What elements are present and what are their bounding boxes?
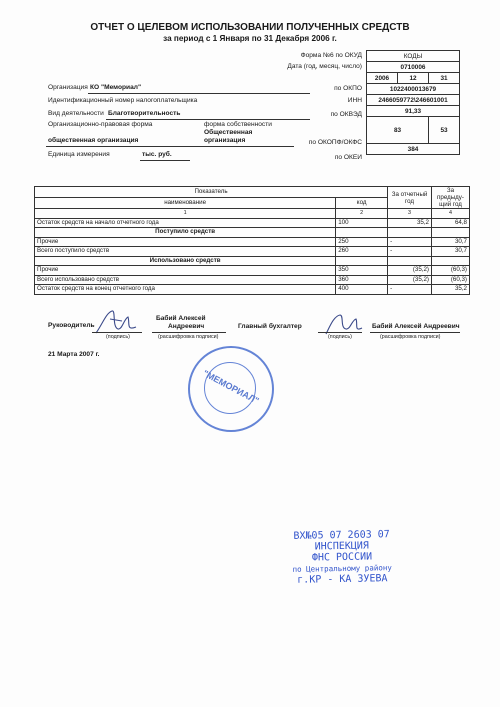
okopf-label: по ОКОПФ/ОКФС	[308, 139, 362, 146]
okei-code: 384	[367, 144, 460, 155]
activity-underline	[106, 119, 310, 120]
inn-row-label: Идентификационный номер налогоплательщика	[48, 97, 198, 104]
codes-box	[366, 50, 460, 155]
accountant-name-caption: (расшифровка подписи)	[380, 334, 441, 340]
inn-label: ИНН	[347, 97, 362, 104]
report-date: 21 Марта 2007 г.	[48, 351, 100, 358]
ownership-value-1: Общественная	[204, 129, 253, 136]
funds-table	[34, 186, 470, 295]
row-name: Остаток средств на конец отчетного года	[35, 285, 336, 295]
stamp-line: г.КР - КА ЗУЕВА	[297, 573, 388, 586]
accountant-sign-caption: (подпись)	[328, 334, 352, 340]
stamp-line: по Центральному району	[292, 563, 392, 574]
row-current: -	[388, 247, 432, 257]
col-num-3: 3	[388, 209, 432, 219]
row-code: 260	[336, 247, 388, 257]
head-name-line	[152, 332, 226, 333]
indicator-header: Показатель	[35, 187, 388, 198]
row-code: 250	[336, 237, 388, 247]
unit-underline	[140, 160, 190, 161]
row-code: 100	[336, 218, 388, 228]
row-name: Всего использовано средств	[35, 275, 336, 285]
accountant-name: Бабий Алексей Андреевич	[372, 323, 460, 330]
okud-label: Форма №6 по ОКУД	[300, 52, 362, 59]
head-sign-caption: (подпись)	[106, 334, 130, 340]
col-num-4: 4	[432, 209, 470, 219]
table-section-row	[35, 256, 470, 266]
date-day: 31	[429, 73, 460, 84]
row-previous: (60,3)	[432, 275, 470, 285]
table-row	[35, 247, 470, 257]
name-header: наименование	[35, 198, 336, 209]
row-current: (35,2)	[388, 266, 432, 276]
row-name: Прочие	[35, 237, 336, 247]
row-previous: 30,7	[432, 237, 470, 247]
legal-form-label: Организационно-правовая форма	[48, 121, 153, 128]
row-name: Всего поступило средств	[35, 247, 336, 257]
row-current: 35,2	[388, 218, 432, 228]
col-num-1: 1	[35, 209, 336, 219]
inn-code: 2466059772\246601001	[367, 95, 460, 106]
tax-inspection-stamp	[282, 529, 403, 586]
table-row	[35, 266, 470, 276]
ownership-label: форма собственности	[204, 121, 272, 128]
head-name-caption: (расшифровка подписи)	[158, 334, 219, 340]
round-stamp-icon: "МЕМОРИАЛ"	[188, 346, 274, 432]
okopf-code: 83	[367, 117, 429, 144]
codes-header: КОДЫ	[367, 51, 460, 62]
row-previous: (60,3)	[432, 266, 470, 276]
head-label: Руководитель	[48, 322, 95, 329]
row-code: 360	[336, 275, 388, 285]
row-previous: 64,8	[432, 218, 470, 228]
stamp-line: ВХ№05 07 2603 07	[293, 529, 390, 542]
row-previous: 35,2	[432, 285, 470, 295]
head-name-1: Бабий Алексей	[156, 315, 206, 322]
activity-label: Вид деятельности	[48, 110, 104, 117]
col-num-2: 2	[336, 209, 388, 219]
okved-label: по ОКВЭД	[330, 111, 362, 118]
org-underline	[88, 93, 310, 94]
row-code: 400	[336, 285, 388, 295]
report-period: за период с 1 Января по 31 Декабря 2006 г.	[163, 34, 337, 43]
date-label: Дата (год, месяц, число)	[287, 63, 362, 70]
okpo-code: 1022400013679	[367, 84, 460, 95]
unit-label: Единица измерения	[48, 151, 110, 158]
section-received: Поступило средств	[35, 228, 336, 238]
legal-form-value: общественная организация	[48, 137, 139, 144]
row-previous: 30,7	[432, 247, 470, 257]
org-value: КО "Мемориал"	[90, 84, 142, 91]
okfs-code: 53	[429, 117, 460, 144]
ownership-value-2: организация	[204, 137, 246, 144]
legal-form-underline	[46, 146, 294, 147]
accountant-label: Главный бухгалтер	[238, 323, 302, 330]
table-section-row	[35, 228, 470, 238]
okud-code: 0710006	[367, 62, 460, 73]
head-name-2: Андреевич	[168, 323, 205, 330]
table-row	[35, 275, 470, 285]
row-current: (35,2)	[388, 275, 432, 285]
code-header: код	[336, 198, 388, 209]
stamp-line: ФНС РОССИИ	[311, 551, 373, 564]
table-row	[35, 237, 470, 247]
row-code: 350	[336, 266, 388, 276]
row-current: -	[388, 237, 432, 247]
okved-code: 91,33	[367, 106, 460, 117]
head-sign-line	[92, 332, 142, 333]
okpo-label: по ОКПО	[334, 85, 362, 92]
okei-label: по ОКЕИ	[334, 154, 362, 161]
previous-year-header: За предыду- щий год	[432, 187, 470, 209]
date-year: 2006	[367, 73, 398, 84]
table-row	[35, 285, 470, 295]
row-current: -	[388, 285, 432, 295]
table-row	[35, 218, 470, 228]
row-name: Прочие	[35, 266, 336, 276]
accountant-sign-line	[318, 332, 362, 333]
date-month: 12	[398, 73, 429, 84]
current-year-header: За отчетный год	[388, 187, 432, 209]
org-label: Организация	[48, 84, 88, 91]
section-used: Использовано средств	[35, 256, 336, 266]
row-name: Остаток средств на начало отчетного года	[35, 218, 336, 228]
stamp-line: ИНСПЕКЦИЯ	[314, 540, 369, 553]
activity-value: Благотворительность	[108, 110, 181, 117]
report-title: ОТЧЕТ О ЦЕЛЕВОМ ИСПОЛЬЗОВАНИИ ПОЛУЧЕННЫХ СРЕДСТВ	[90, 22, 410, 33]
accountant-name-line	[370, 332, 460, 333]
unit-value: тыс. руб.	[142, 151, 172, 158]
